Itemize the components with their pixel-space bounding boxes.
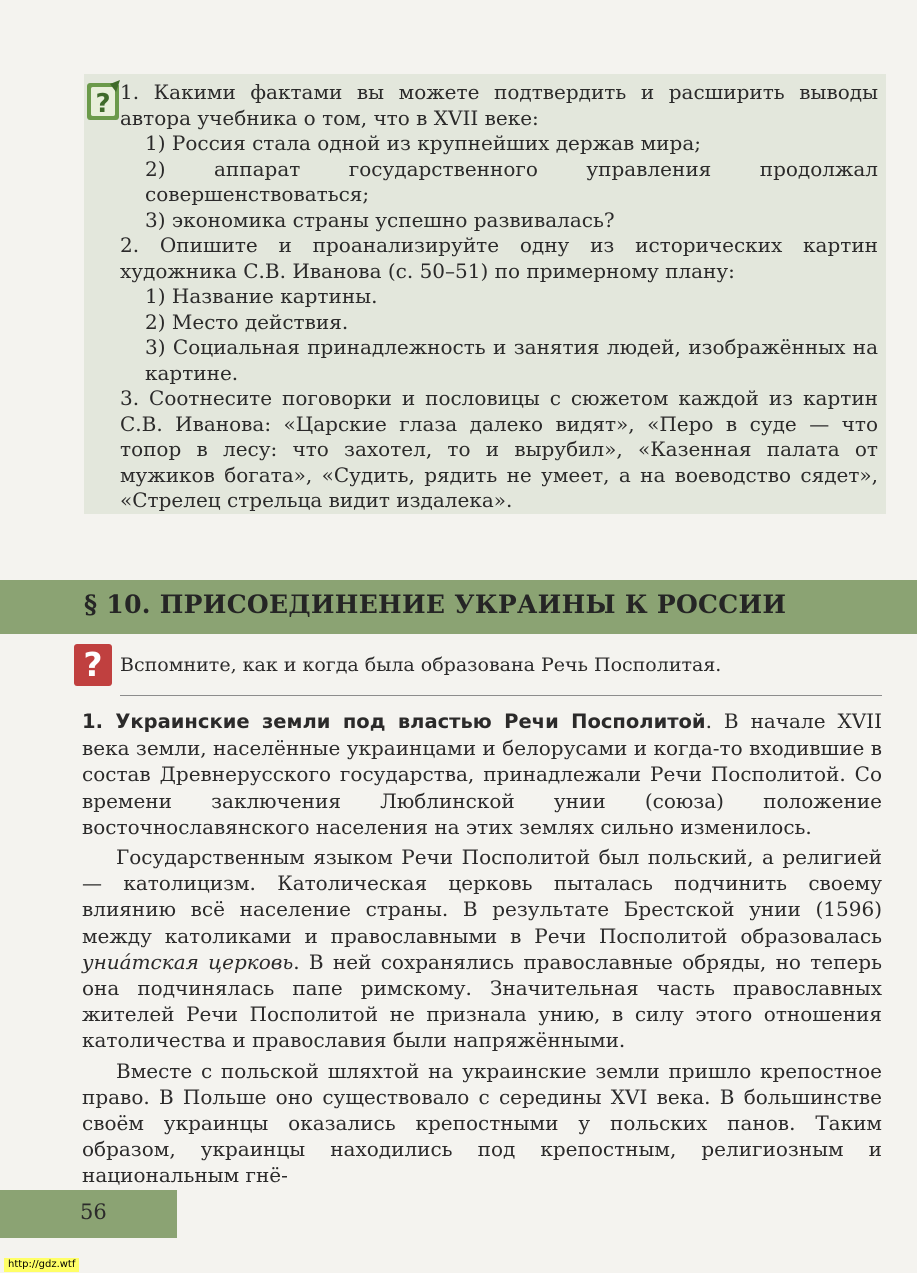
remind-question-mark: ? <box>83 645 103 684</box>
question-2-item-1: 1) Название картины. <box>145 284 378 308</box>
body-text <box>82 708 882 1193</box>
question-1: 1. Какими фактами вы можете подтвердить и расширить выводы автора учебника о том, что в XVII веке: <box>120 80 878 130</box>
questions-text <box>120 80 878 514</box>
question-2-item-3: 3) Социальная принадлежность и занятия людей, изображённых на картине. <box>145 335 878 385</box>
paragraph-2-text-b: . В ней сохранялись православные обряды, но теперь она подчинялась папе римскому. Значительная часть православных жителей Речи Посполитой не признала унию, в силу этого отношения католичества и православия были напряжёнными. <box>82 949 882 1053</box>
section-title: § 10. ПРИСОЕДИНЕНИЕ УКРАИНЫ К РОССИИ <box>84 590 787 619</box>
paragraph-1-text: . В начале XVII века земли, населённые украинцами и белорусами и когда-то входившие в состав Древнерусского государства, принадлежали Речи Посполитой. Со времени заключения Люблинской унии (союза) положение восточнославянского населения на этих землях сильно изменилось. <box>82 709 882 839</box>
remind-question-icon <box>74 644 112 686</box>
paragraph-1 <box>82 708 882 840</box>
question-3: 3. Соотнесите поговорки и пословицы с сюжетом каждой из картин С.В. Иванова: «Царские глаза далеко видят», «Перо в суде — что топор в лесу: что захотел, то и вырубил», «Казенная палата от мужиков богата», «Судить, рядить не умеет, а на воеводство сядет», «Стрелец стрельца видит издалека». <box>120 386 878 512</box>
section-header-band <box>0 580 917 634</box>
question-2-item-2: 2) Место действия. <box>145 309 349 334</box>
divider <box>120 695 882 696</box>
paragraph-2 <box>82 844 882 1054</box>
page-number-bar <box>0 1190 177 1238</box>
question-2: 2. Опишите и проанализируйте одну из исторических картин художника С.В. Иванова (с. 50–51) по примерному плану: <box>120 233 878 283</box>
paragraph-2-text-a: Государственным языком Речи Посполитой был польский, а религией — католицизм. Католическая церковь пыталась подчинить своему влиянию всё население страны. В результате Брестской унии (1596) между католиками и православными в Речи Посполитой образовалась <box>82 845 882 948</box>
question-1-item-3: 3) экономика страны успешно развивалась? <box>145 207 615 232</box>
question-1-item-1: 1) Россия стала одной из крупнейших держав мира; <box>145 131 701 155</box>
svg-text:?: ? <box>95 89 111 119</box>
term-uniate-church: униáтская церковь <box>82 949 294 974</box>
question-1-item-2: 2) аппарат государственного управления продолжал совершенствоваться; <box>145 156 878 206</box>
watermark-link[interactable]: http://gdz.wtf <box>4 1258 79 1272</box>
paragraph-1-heading: 1. Украинские земли под властью Речи Посполитой <box>82 710 706 733</box>
page-number: 56 <box>80 1200 107 1224</box>
remind-prompt: Вспомните, как и когда была образована Речь Посполитая. <box>120 654 722 676</box>
question-pencil-icon <box>86 80 122 122</box>
paragraph-3: Вместе с польской шляхтой на украинские земли пришло крепостное право. В Польше оно существовало с середины XVI века. В большинстве своём украинцы оказались крепостными у польских панов. Таким образом, украинцы находились под крепостным, религиозным и национальным гнё- <box>82 1058 882 1188</box>
